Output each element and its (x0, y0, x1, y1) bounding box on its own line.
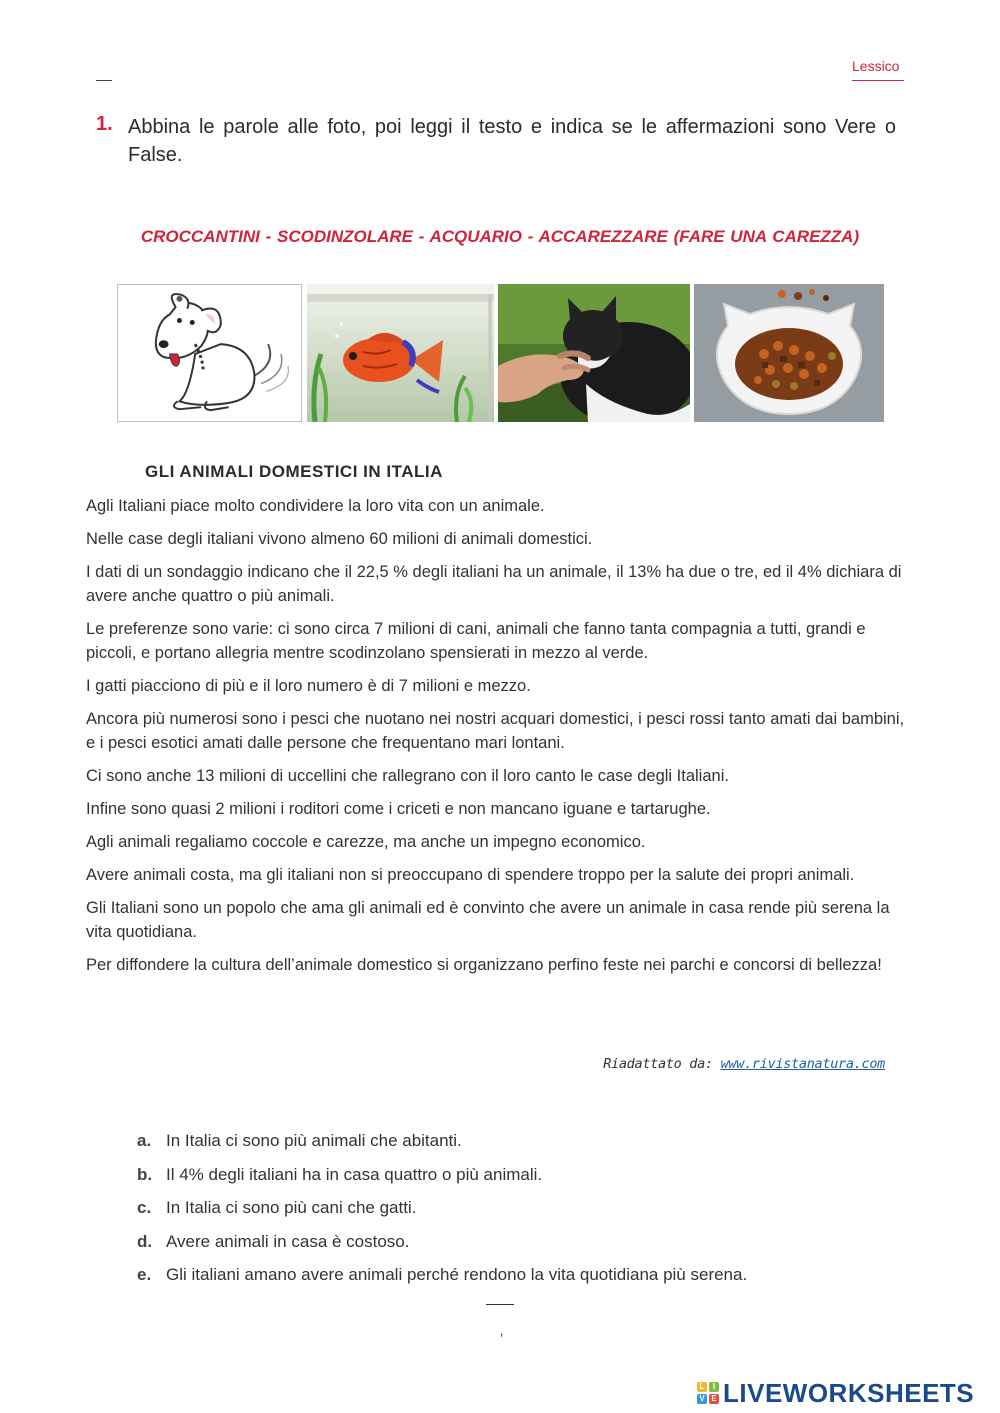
word-bank: CROCCANTINI - SCODINZOLARE - ACQUARIO - ACCAREZZARE (FARE UNA CAREZZA) (140, 227, 860, 246)
article-paragraph: Infine sono quasi 2 milioni i roditori come i criceti e non mancano iguane e tartarughe. (86, 800, 711, 818)
source-label: Riadattato da: (603, 1056, 713, 1072)
statement-item (137, 1232, 897, 1266)
photo-wagging-dog[interactable] (117, 284, 302, 422)
wagging-dog-drawing-icon (118, 285, 301, 421)
statement-text: Il 4% degli italiani ha in casa quattro o più animali. (166, 1164, 543, 1184)
statement-text: In Italia ci sono più cani che gatti. (166, 1198, 417, 1217)
article-paragraph: Nelle case degli italiani vivono almeno 60 milioni di animali domestici. (86, 530, 593, 548)
liveworksheets-grid-icon (697, 1382, 719, 1404)
footer-mark: ‚ (500, 1322, 504, 1338)
exercise-instruction: Abbina le parole alle foto, poi leggi il testo e indica se le affermazioni sono Vere o False. (128, 116, 896, 166)
source-credit (603, 1056, 885, 1072)
article-paragraph: Ci sono anche 13 milioni di uccellini che rallegrano con il loro canto le case degli Italiani. (86, 767, 729, 785)
exercise-number: 1. (96, 113, 113, 135)
article-paragraph: Agli Italiani piace molto condividere la loro vita con un animale. (86, 497, 545, 515)
section-underline (852, 80, 904, 81)
statements-list (137, 1131, 897, 1299)
footer-dash (486, 1304, 514, 1305)
photo-petting-cat[interactable] (498, 284, 690, 422)
logo-letter: V (697, 1394, 707, 1404)
article-paragraph: Agli animali regaliamo coccole e carezze, ma anche un impegno economico. (86, 833, 646, 851)
hand-petting-cat-icon (498, 284, 690, 422)
statement-letter: a. (137, 1131, 152, 1150)
article-paragraph: Avere animali costa, ma gli italiani non si preoccupano di spendere troppo per la salute dei propri animali. (86, 866, 855, 884)
article-body (86, 494, 906, 986)
section-label: Lessico (852, 58, 900, 74)
statement-item (137, 1165, 897, 1199)
article-paragraph: Gli Italiani sono un popolo che ama gli animali ed è convinto che avere un animale in casa rende più serena la vita quotidiana. (86, 899, 890, 941)
statement-item (137, 1198, 897, 1232)
article-title: GLI ANIMALI DOMESTICI IN ITALIA (145, 462, 443, 481)
article-paragraph: Ancora più numerosi sono i pesci che nuotano nei nostri acquari domestici, i pesci rossi tanto amati dai bambini, e i pesci esotici amati dalle persone che frequentano mari lontani. (86, 710, 905, 752)
statement-item (137, 1131, 897, 1165)
source-link[interactable]: www.rivistanatura.com (720, 1056, 885, 1072)
statement-letter: c. (137, 1198, 152, 1217)
statement-item (137, 1265, 897, 1299)
liveworksheets-logo[interactable] (697, 1377, 974, 1409)
statement-letter: b. (137, 1164, 153, 1184)
statement-letter: d. (137, 1231, 153, 1251)
liveworksheets-wordmark: LIVEWORKSHEETS (723, 1377, 975, 1408)
header-dash (96, 80, 112, 81)
statement-letter: e. (137, 1265, 152, 1284)
article-paragraph: I dati di un sondaggio indicano che il 22,5 % degli italiani ha un animale, il 13% ha due o tre, ed il 4% dichiara di avere anche quattro o più animali. (86, 563, 902, 605)
bowl-of-kibble-icon (694, 284, 884, 422)
statement-text: Gli italiani amano avere animali perché rendono la vita quotidiana più serena. (166, 1265, 748, 1284)
photo-aquarium[interactable] (307, 284, 494, 422)
aquarium-fish-icon (307, 284, 494, 422)
article-paragraph: Le preferenze sono varie: ci sono circa 7 milioni di cani, animali che fanno tanta compagnia a tutti, grandi e piccoli, e portano allegria mentre scodinzolano spensierati in mezzo al verde. (86, 620, 866, 662)
article-paragraph: Per diffondere la cultura dell’animale domestico si organizzano perfino feste nei parchi e concorsi di bellezza! (86, 956, 882, 974)
statement-text: In Italia ci sono più animali che abitanti. (166, 1131, 462, 1150)
photo-kibble-bowl[interactable] (694, 284, 884, 422)
logo-letter: E (709, 1394, 719, 1404)
logo-letter: I (709, 1382, 719, 1392)
statement-text: Avere animali in casa è costoso. (166, 1231, 410, 1251)
logo-letter: L (697, 1382, 707, 1392)
article-paragraph: I gatti piacciono di più e il loro numero è di 7 milioni e mezzo. (86, 677, 531, 695)
